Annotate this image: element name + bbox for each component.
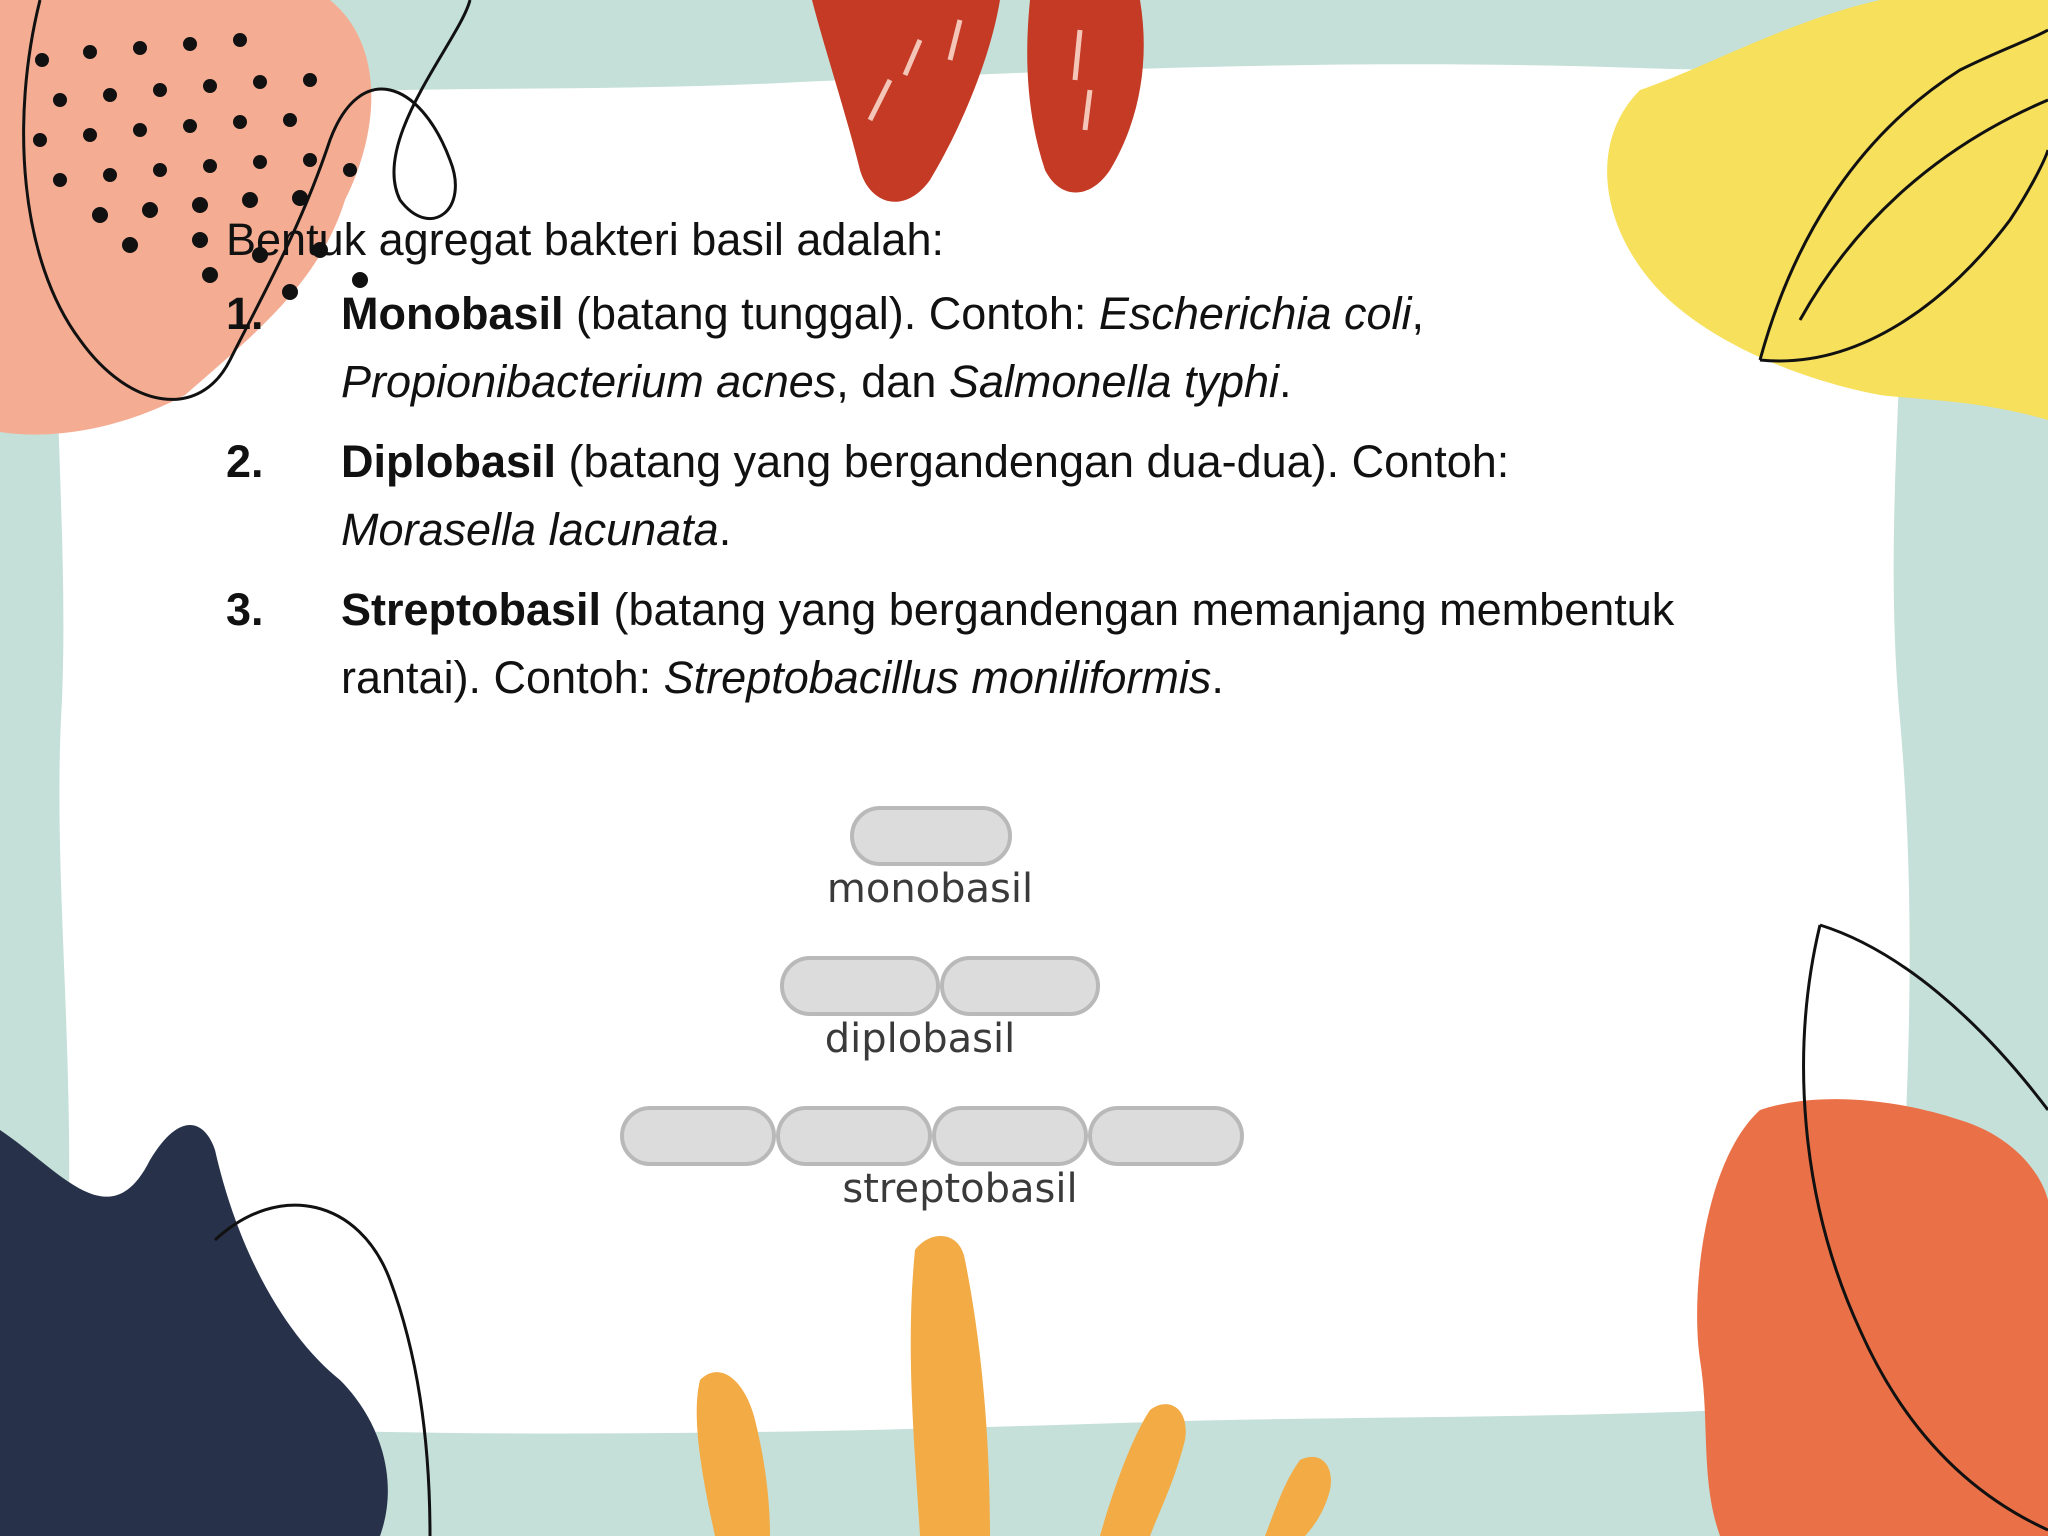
term-streptobasil: Streptobasil [341,584,602,635]
orange-blob [1697,1099,2048,1536]
list-number: 3. [226,584,264,635]
period: . [1279,356,1292,407]
list-item-diplobasil [226,428,1746,564]
list-number: 1. [226,288,264,339]
rod-cell [934,1108,1086,1164]
separator: , dan [836,356,949,407]
desc-streptobasil: (batang yang bergandengan memanjang membentuk rantai). Contoh: [341,584,1675,703]
bacteria-list [226,280,1746,712]
example-escherichia-coli: Escherichia coli [1098,288,1412,339]
term-diplobasil: Diplobasil [341,436,557,487]
example-streptobacillus-moniliformis: Streptobacillus moniliformis [663,652,1212,703]
label-streptobasil: streptobasil [842,1166,1078,1212]
rod-cell [1090,1108,1242,1164]
streptobasil-group [622,1108,1242,1212]
list-item-monobasil [226,280,1746,416]
period: . [1211,652,1224,703]
diplobasil-group [782,958,1098,1062]
rod-cell [622,1108,774,1164]
term-monobasil: Monobasil [341,288,564,339]
desc-diplobasil: (batang yang bergandengan dua-dua). Contoh: [556,436,1510,487]
separator: , [1411,288,1425,339]
example-morasella-lacunata: Morasella lacunata [341,504,719,555]
slide-content [226,212,1746,724]
example-salmonella-typhi: Salmonella typhi [948,356,1280,407]
example-propionibacterium-acnes: Propionibacterium acnes [341,356,837,407]
rod-cell [942,958,1098,1014]
list-item-streptobasil [226,576,1746,712]
label-monobasil: monobasil [826,866,1034,912]
period: . [718,504,732,555]
desc-monobasil: (batang tunggal). Contoh: [563,288,1099,339]
rod-cell [782,958,938,1014]
intro-text: Bentuk agregat bakteri basil adalah: [226,214,944,265]
label-diplobasil: diplobasil [824,1016,1016,1062]
rod-cell [778,1108,930,1164]
list-number: 2. [226,436,264,487]
bacilli-diagram [600,790,1300,1260]
rod-cell [852,808,1010,864]
monobasil-group [827,808,1033,912]
